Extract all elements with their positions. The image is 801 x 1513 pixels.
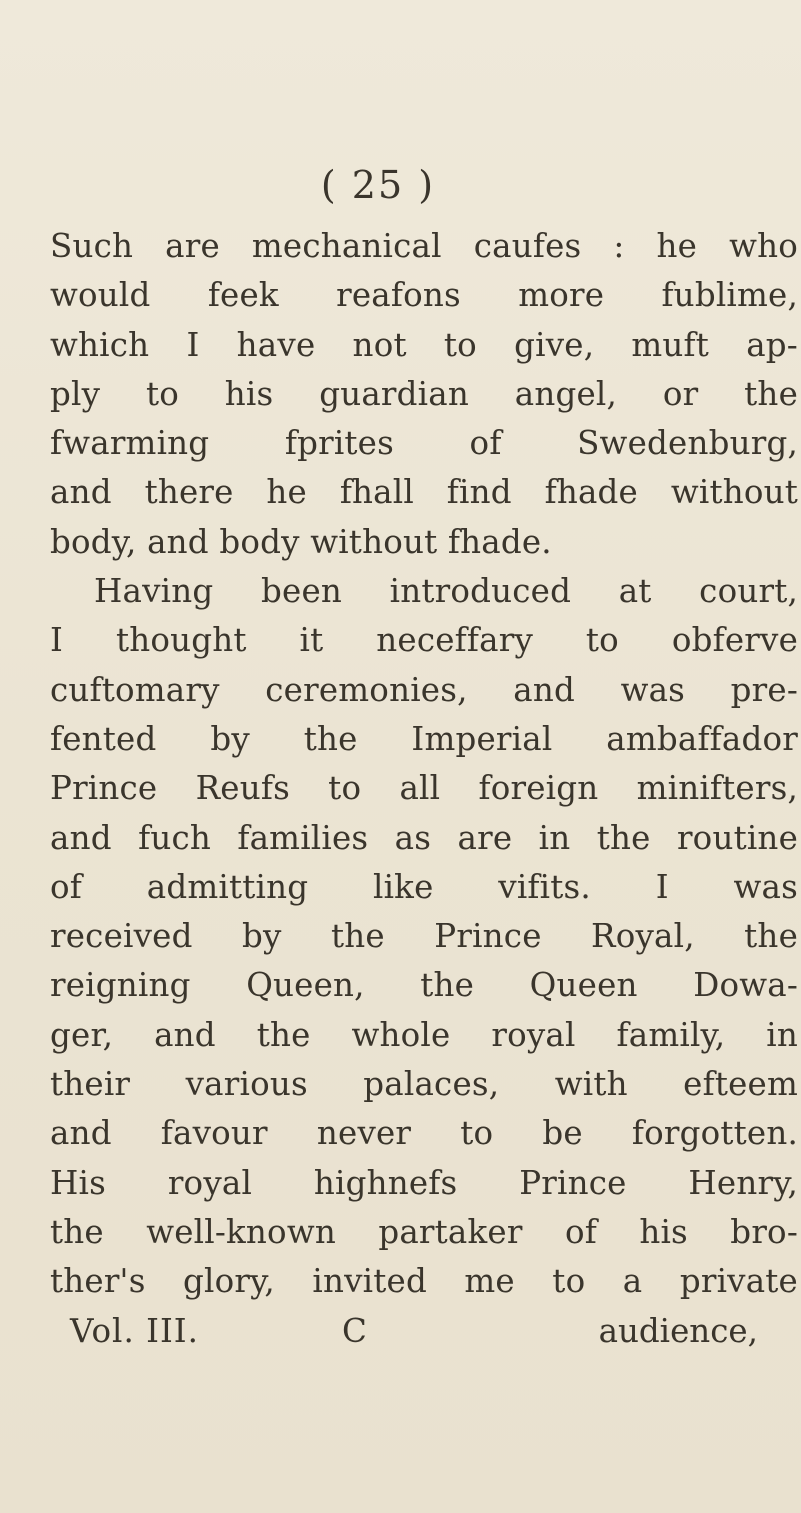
text-line: Such are mechanical caufes : he who xyxy=(50,227,798,265)
page-number: ( 25 ) xyxy=(320,163,436,207)
volume-label: Vol. III. xyxy=(70,1311,199,1350)
text-line: the well-known partaker of his bro- xyxy=(50,1212,798,1251)
text-line: and fuch families as are in the routine xyxy=(50,818,798,857)
body-text xyxy=(10,222,798,1356)
text-line: ger, and the whole royal family, in xyxy=(50,1015,798,1054)
text-line: their various palaces, with efteem xyxy=(50,1065,798,1104)
page-footer xyxy=(10,1307,798,1356)
text-line: cuftomary ceremonies, and was pre- xyxy=(50,670,798,709)
text-line: fented by the Imperial ambaffador xyxy=(50,719,798,758)
text-line: Prince Reufs to all foreign minifters, xyxy=(50,769,798,808)
text-line: and favour never to be forgotten. xyxy=(50,1114,798,1153)
text-line: body, and body without fhade. xyxy=(50,522,552,561)
paragraph-start-line: Having been introduced at court, xyxy=(94,572,798,611)
text-line: reigning Queen, the Queen Dowa- xyxy=(50,966,798,1005)
text-line: would feek reafons more fublime, xyxy=(50,276,798,315)
text-line: ther's glory, invited me to a private xyxy=(50,1262,798,1301)
text-line: I thought it neceffary to obferve xyxy=(50,621,798,660)
text-line: received by the Prince Royal, the xyxy=(50,917,798,956)
text-line: which I have not to give, muft ap- xyxy=(50,325,798,364)
signature-mark: C xyxy=(342,1311,367,1350)
text-line: and there he fhall find fhade without xyxy=(50,473,798,512)
text-line: ply to his guardian angel, or the xyxy=(50,374,798,413)
text-line: His royal highnefs Prince Henry, xyxy=(50,1163,798,1202)
text-line: fwarming fprites of Swedenburg, xyxy=(50,424,798,463)
text-line: of admitting like vifits. I was xyxy=(50,867,798,906)
catchword: audience, xyxy=(598,1311,758,1350)
